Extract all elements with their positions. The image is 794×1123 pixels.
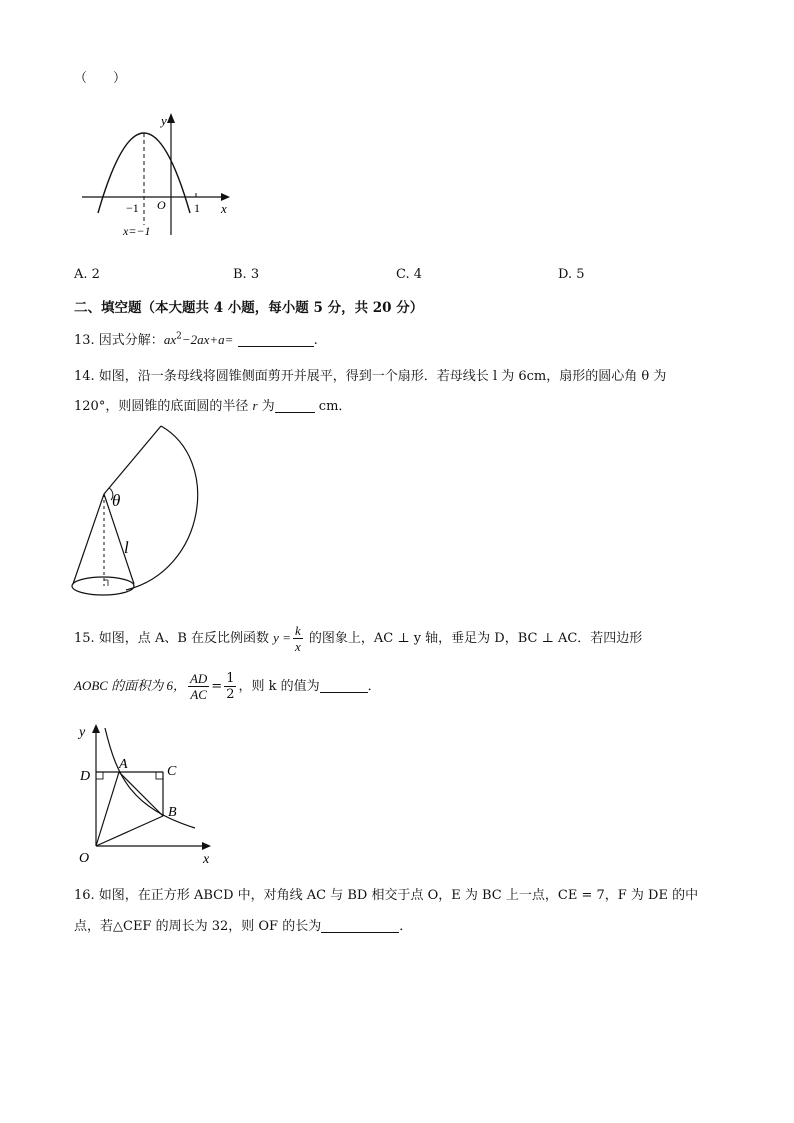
q15-y-eq: y = <box>273 630 291 645</box>
q15-line2-a: AOBC 的面积为 6， <box>74 678 186 693</box>
q16-answer-blank[interactable] <box>321 918 399 933</box>
l-label: l <box>124 538 129 557</box>
question-14-line2 <box>74 395 351 414</box>
option-a[interactable]: A. 2 <box>74 267 100 282</box>
q13-expr-a: ax <box>163 332 177 347</box>
q15-eq: = <box>211 679 223 694</box>
q13-end: . <box>313 333 318 348</box>
theta-label: θ <box>112 491 121 510</box>
b-label: B <box>168 805 177 820</box>
question-14-line1: 14. 如图，沿一条母线将圆锥侧面剪开并展平，得到一个扇形．若母线长 l 为 6cm，扇形的圆心角 θ 为 <box>74 369 667 384</box>
cone-base <box>72 577 134 595</box>
q16-end: ． <box>399 919 413 934</box>
fraction-one-half: $\frac{1}{2}$ <box>226 671 235 702</box>
d-label: D <box>80 769 91 784</box>
parabola-figure <box>70 105 250 245</box>
fraction-ad-over-ac: $\frac{AD}{AC}$ <box>189 671 208 702</box>
question-16-line1: 16. 如图，在正方形 ABCD 中，对角线 AC 与 BD 相交于点 O，E 为 BC 上一点，CE = 7，F 为 DE 的中 <box>74 888 699 903</box>
x-label: x <box>221 201 227 216</box>
question-13 <box>74 329 318 348</box>
q13-answer-blank[interactable] <box>238 332 314 347</box>
q13-expr-b: −2ax+a= <box>181 332 234 347</box>
c-label: C <box>167 764 177 779</box>
a-label: A <box>119 757 128 772</box>
origin-label: O <box>157 198 166 212</box>
inverse-function-figure <box>72 718 222 868</box>
parabola-curve <box>98 133 190 213</box>
q14-line2-b: 为 <box>257 399 275 414</box>
option-b[interactable]: B. 3 <box>233 267 260 282</box>
q16-line2-a: 点，若△CEF 的周长为 32，则 OF 的长为 <box>74 919 322 934</box>
y-axis-arrow <box>167 113 175 123</box>
hyperbola <box>105 728 195 828</box>
line-oa <box>96 772 119 846</box>
q15-line1-a: 15. 如图，点 A、B 在反比例函数 <box>74 631 274 646</box>
y-label: y <box>161 113 167 128</box>
sector-edge <box>104 426 161 494</box>
sector-arc <box>126 426 198 590</box>
y-label: y <box>79 725 86 740</box>
axis-eq-label: x=−1 <box>123 224 151 238</box>
q15-end: ． <box>367 679 381 694</box>
q14-answer-blank[interactable] <box>275 398 315 413</box>
x-axis-arrow <box>221 193 230 201</box>
o-label: O <box>79 851 90 866</box>
question-16-line2 <box>74 915 412 934</box>
q13-exp: 2 <box>176 331 182 342</box>
x-label: x <box>203 852 210 867</box>
line-ob <box>96 816 163 846</box>
tick-1-label: 1 <box>194 201 200 215</box>
option-d[interactable]: D. 5 <box>558 267 585 282</box>
q14-line2-a: 120°，则圆锥的底面圆的半径 <box>74 399 253 414</box>
cone-sector-figure <box>66 420 206 605</box>
tick-neg1-label: −1 <box>126 201 139 215</box>
q15-answer-blank[interactable] <box>320 678 368 693</box>
fraction-k-over-x: $\frac{k}{x}$ <box>294 623 301 654</box>
q15-line2-b: ，则 k 的值为 <box>238 679 320 694</box>
q15-line1-b: 的图象上， <box>304 631 374 646</box>
q13-prefix: 13. 因式分解： <box>74 333 164 348</box>
section-heading: 二、填空题（本大题共 4 小题，每小题 5 分，共 20 分） <box>74 300 424 316</box>
answer-paren: （ ） <box>74 71 127 86</box>
question-15-line2 <box>74 671 381 702</box>
cone-left-side <box>73 494 104 584</box>
q15-line1-c: AC ⊥ y 轴，垂足为 D，BC ⊥ AC．若四边形 <box>373 631 643 646</box>
question-15-line1 <box>74 623 642 654</box>
q14-r: r <box>252 398 258 413</box>
q14-unit: cm． <box>314 399 352 414</box>
option-c[interactable]: C. 4 <box>396 267 423 282</box>
